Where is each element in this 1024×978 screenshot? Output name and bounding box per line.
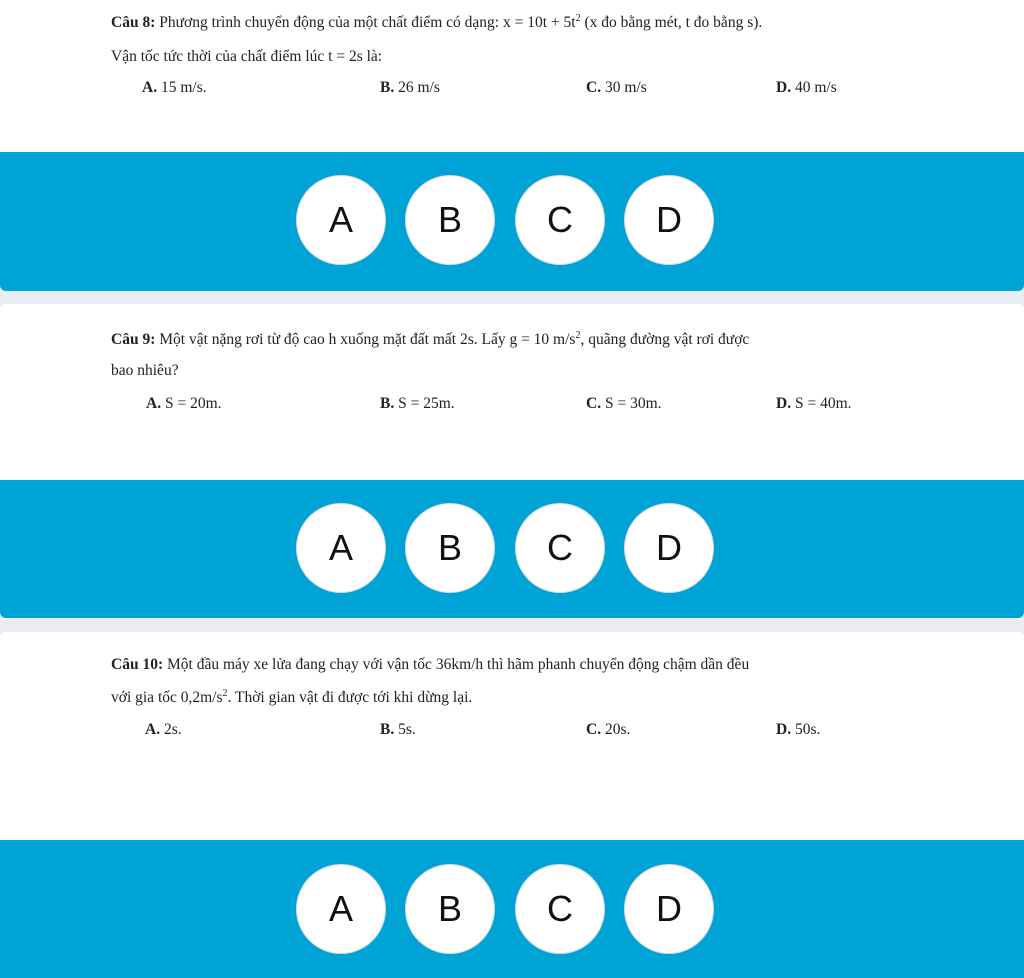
answer-10-choice-d[interactable]: D: [624, 864, 714, 954]
question-9-text-line2: bao nhiêu?: [111, 362, 179, 379]
question-9-option-c: C. S = 30m.: [586, 395, 662, 412]
question-10-option-b: B. 5s.: [380, 721, 416, 738]
answer-10-choice-b[interactable]: B: [405, 864, 495, 954]
question-9-option-d: D. S = 40m.: [776, 395, 852, 412]
question-8-option-b: B. 26 m/s: [380, 79, 440, 96]
question-10-option-c: C. 20s.: [586, 721, 631, 738]
question-8-text-line1: [111, 7, 931, 38]
question-10-exponent: 2: [222, 687, 228, 699]
question-card-8: [0, 0, 1024, 152]
question-10-text-line2: [111, 682, 931, 713]
question-8-option-d: D. 40 m/s: [776, 79, 837, 96]
question-10-prompt-cont: với gia tốc 0,2m/s: [111, 689, 223, 706]
answer-8-choice-b[interactable]: B: [405, 175, 495, 265]
question-10-text-line1: [111, 649, 931, 680]
answer-9-choice-d[interactable]: D: [624, 503, 714, 593]
answer-10-choice-c[interactable]: C: [515, 864, 605, 954]
question-8-text-line2: Vận tốc tức thời của chất điểm lúc t = 2s là:: [111, 48, 383, 65]
answer-bar-8: [0, 152, 1024, 291]
question-9-prompt: Một vật nặng rơi từ độ cao h xuống mặt đất mất 2s. Lấy g = 10 m/s: [155, 331, 576, 348]
question-9-text-line1: [111, 324, 931, 355]
question-10-label: Câu 10:: [111, 656, 164, 673]
question-10-option-a: A. 2s.: [145, 721, 182, 738]
question-8-prompt-end: (x đo bằng mét, t đo bằng s).: [580, 14, 763, 31]
question-9-option-a: A. S = 20m.: [146, 395, 222, 412]
answer-9-choice-a[interactable]: A: [296, 503, 386, 593]
question-9-option-b: B. S = 25m.: [380, 395, 455, 412]
answer-bar-9: [0, 480, 1024, 618]
answer-9-choice-c[interactable]: C: [515, 503, 605, 593]
question-10-prompt-end: . Thời gian vật đi được tới khi dừng lại.: [227, 689, 473, 706]
question-9-label: Câu 9:: [111, 331, 156, 348]
question-card-10: [0, 632, 1024, 840]
question-8-option-a: A. 15 m/s.: [142, 79, 207, 96]
question-9-exponent: 2: [575, 329, 581, 341]
question-9-prompt-end: , quãng đường vật rơi được: [580, 331, 750, 348]
question-8-option-c: C. 30 m/s: [586, 79, 647, 96]
answer-8-choice-a[interactable]: A: [296, 175, 386, 265]
answer-8-choice-c[interactable]: C: [515, 175, 605, 265]
answer-8-choice-d[interactable]: D: [624, 175, 714, 265]
answer-9-choice-b[interactable]: B: [405, 503, 495, 593]
question-8-formula-exponent: 2: [575, 12, 581, 24]
answer-bar-10: [0, 840, 1024, 978]
question-card-9: [0, 304, 1024, 480]
question-10-prompt: Một đầu máy xe lửa đang chạy với vận tốc 36km/h thì hãm phanh chuyển động chậm dần đều: [163, 656, 750, 673]
question-8-prompt: Phương trình chuyển động của một chất điểm có dạng:: [155, 14, 503, 31]
answer-10-choice-a[interactable]: A: [296, 864, 386, 954]
question-8-formula: x = 10t + 5t: [502, 14, 576, 31]
question-10-option-d: D. 50s.: [776, 721, 821, 738]
question-8-label: Câu 8:: [111, 14, 156, 31]
